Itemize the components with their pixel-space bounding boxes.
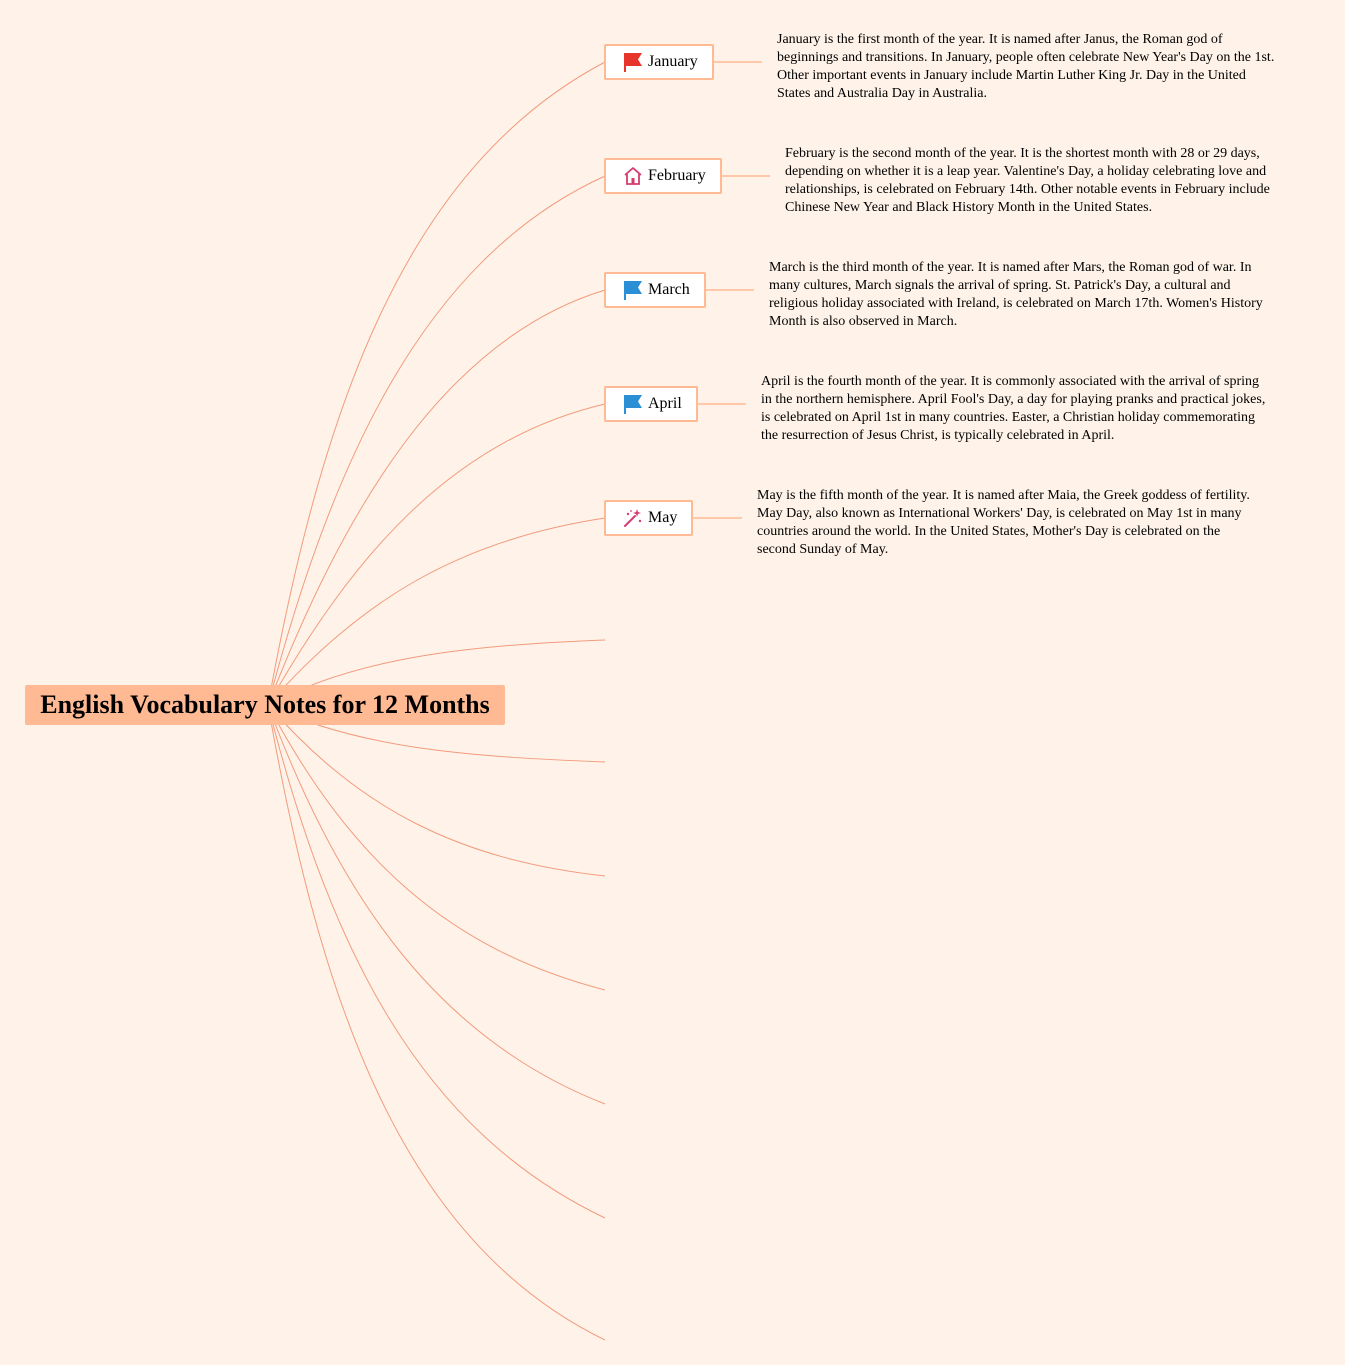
- house-icon: [622, 165, 644, 187]
- topic-january[interactable]: [604, 44, 714, 80]
- blue-flag-icon: [622, 279, 644, 301]
- connector-empty-branch: [268, 705, 605, 1104]
- connector-february: [268, 176, 605, 705]
- note-march: March is the third month of the year. It is named after Mars, the Roman god of war. In many cultures, March signals the arrival of spring. St. Patrick's Day, a cultural and religious holiday associated with Ireland, is celebrated on March 17th. Women's History Month is also observed in March.: [769, 260, 1263, 329]
- red-flag-icon: [622, 51, 644, 73]
- connector-empty-branch: [268, 705, 605, 1340]
- connector-april: [268, 404, 605, 705]
- connector-empty-branch: [268, 705, 605, 1218]
- central-topic[interactable]: English Vocabulary Notes for 12 Months: [25, 685, 505, 725]
- topic-label: February: [648, 167, 706, 184]
- note-february: February is the second month of the year. It is the shortest month with 28 or 29 days, depending on whether it is a leap year. Valentine's Day, a holiday celebrating love and relationships, is celebrated on February 14th. Other notable events in February include Chinese New Year and Black History Month in the United States.: [785, 146, 1270, 215]
- topic-label: March: [648, 281, 690, 298]
- connector-empty-branch: [268, 705, 605, 990]
- topic-march[interactable]: [604, 272, 706, 308]
- note-may: May is the fifth month of the year. It is named after Maia, the Greek goddess of fertility. May Day, also known as International Workers' Day, is celebrated on May 1st in many countries around the world. In the United States, Mother's Day is celebrated on the second Sunday of May.: [757, 488, 1250, 557]
- topic-february[interactable]: [604, 158, 722, 194]
- note-april: April is the fourth month of the year. It is commonly associated with the arrival of spring in the northern hemisphere. April Fool's Day, a day for playing pranks and practical jokes, is celebrated on April 1st in many countries. Easter, a Christian holiday commemorating the resurrection of Jesus Christ, is typically celebrated in April.: [761, 374, 1266, 443]
- topic-label: January: [648, 53, 698, 70]
- topic-label: April: [648, 395, 682, 412]
- topic-april[interactable]: [604, 386, 698, 422]
- connector-empty-branch: [268, 705, 605, 876]
- blue-flag-icon: [622, 393, 644, 415]
- topic-may[interactable]: [604, 500, 693, 536]
- connector-may: [268, 518, 605, 705]
- note-january: January is the first month of the year. It is named after Janus, the Roman god of beginnings and transitions. In January, people often celebrate New Year's Day on the 1st. Other important events in January include Martin Luther King Jr. Day in the United States and Australia Day in Australia.: [777, 32, 1275, 101]
- topic-label: May: [648, 509, 678, 526]
- magic-wand-icon: [622, 507, 644, 529]
- connector-january: [268, 62, 605, 705]
